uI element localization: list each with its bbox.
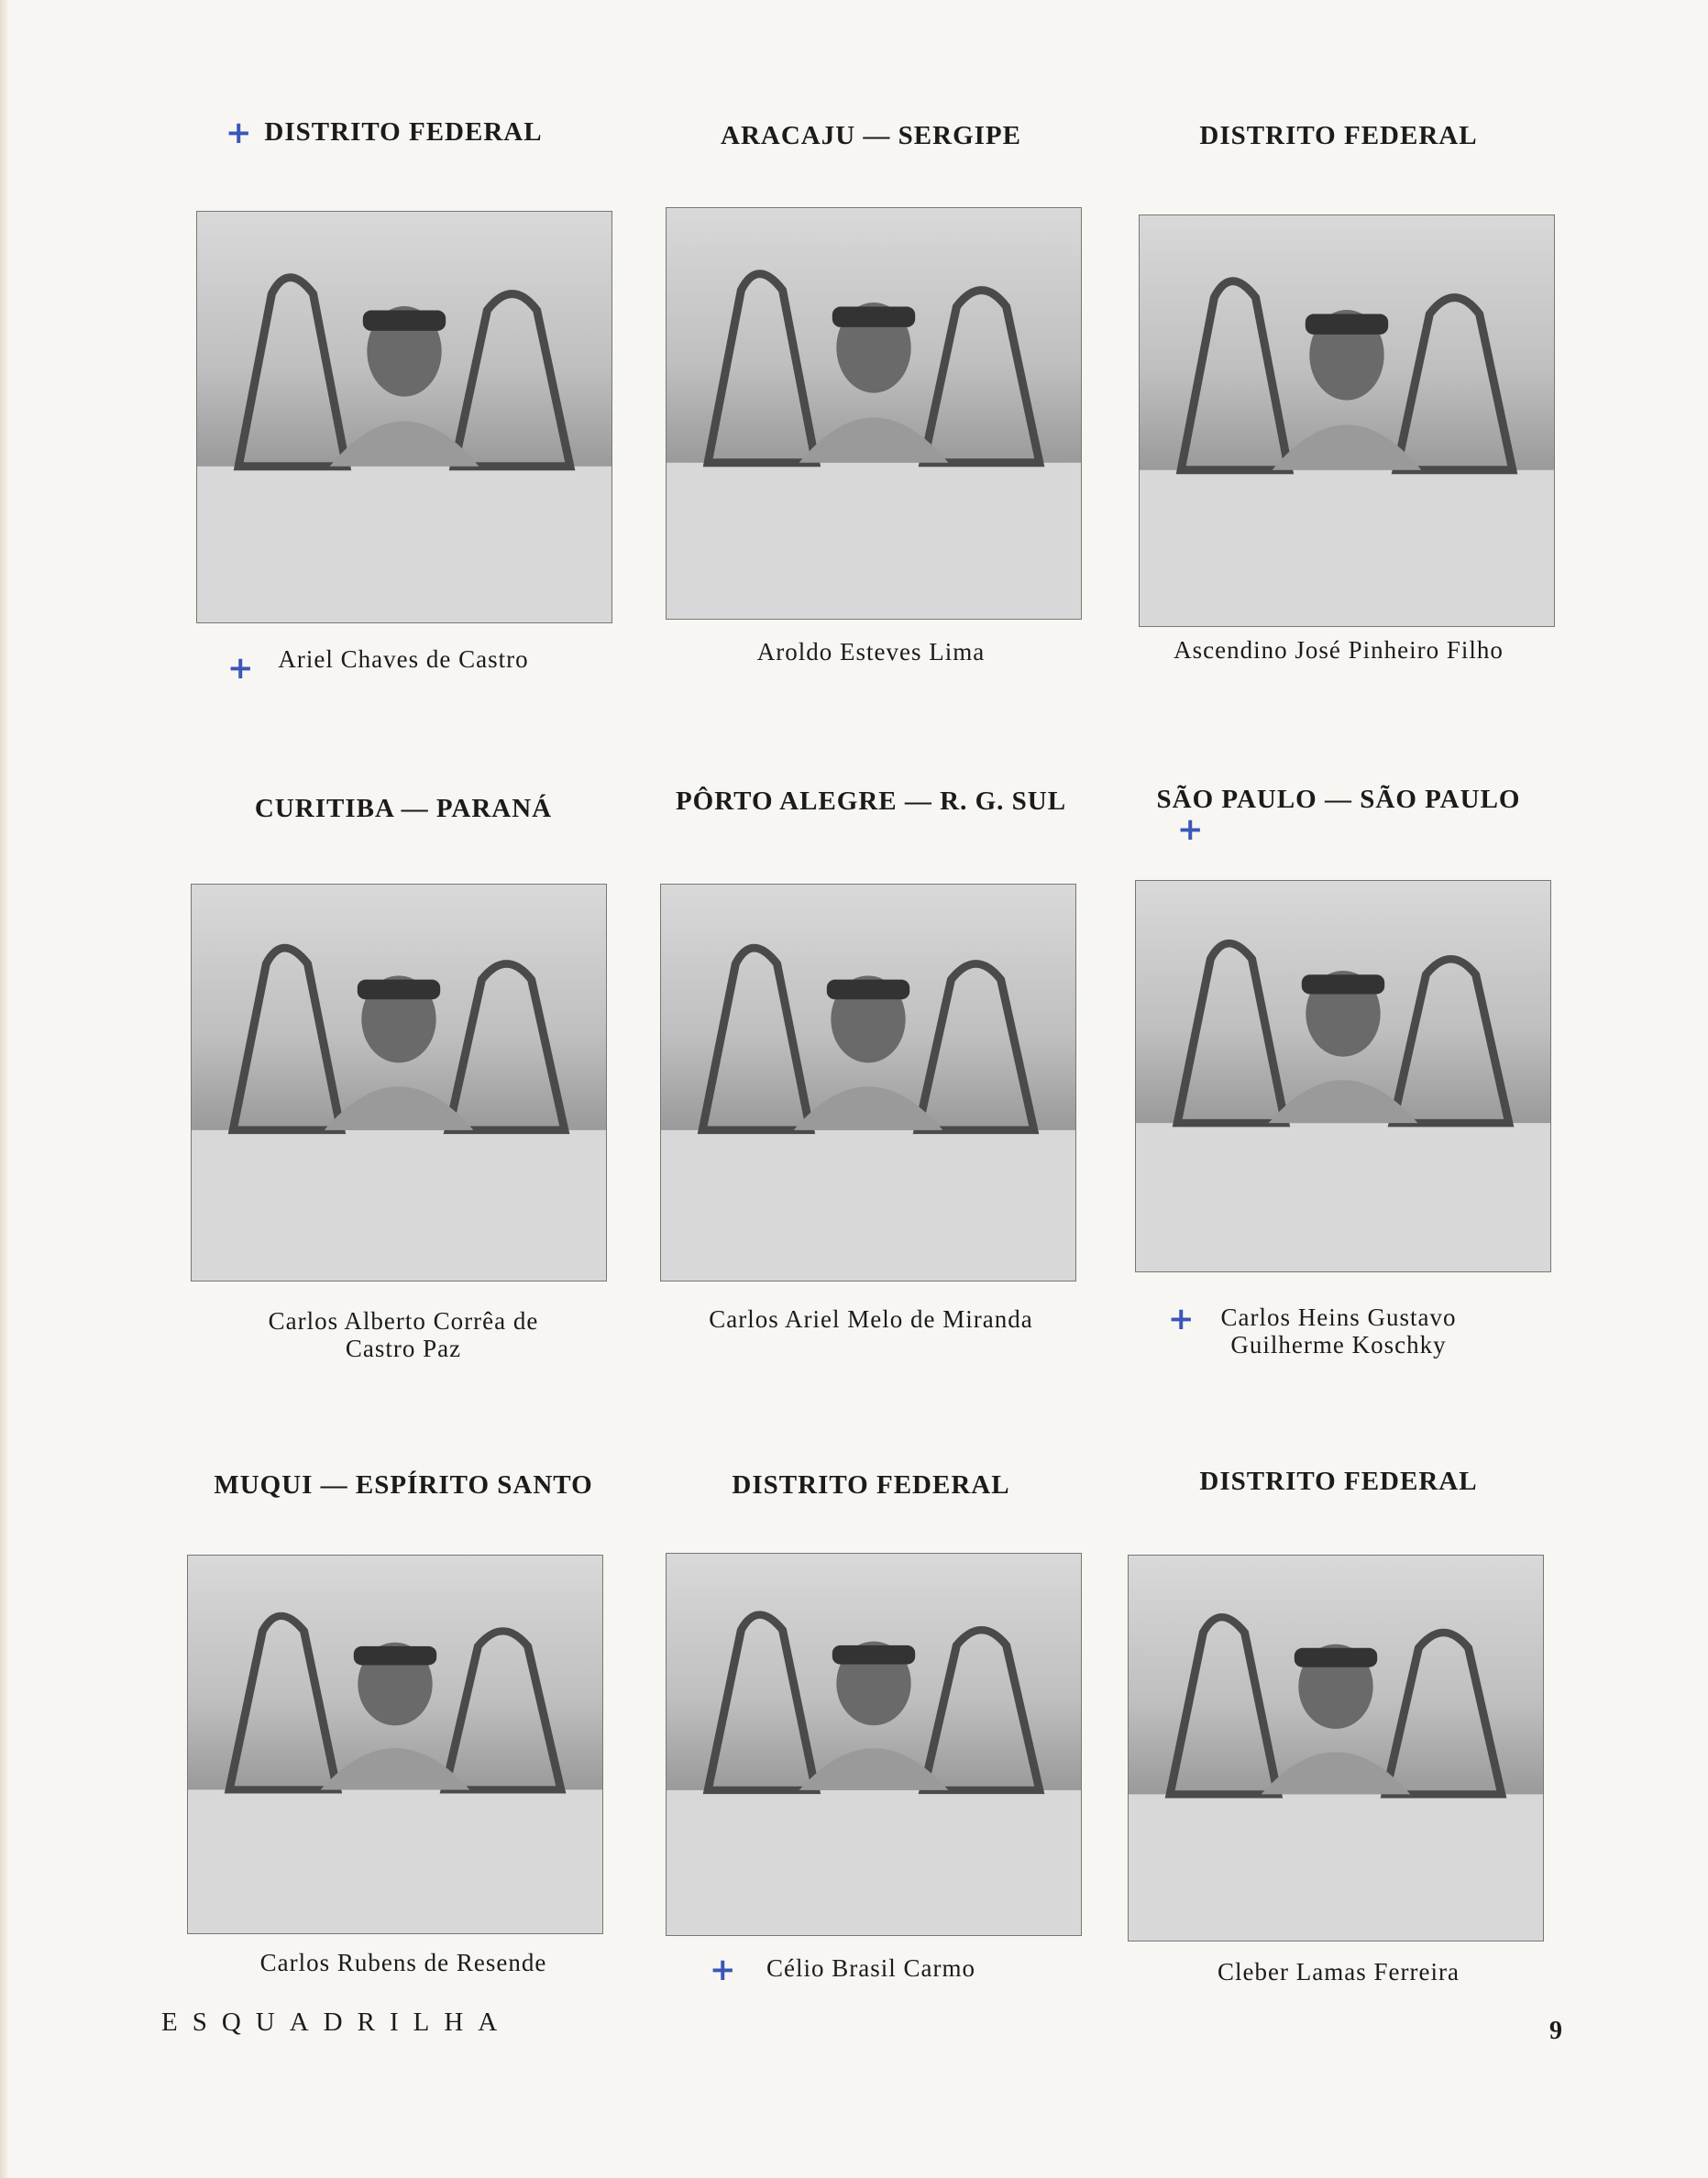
- photo-shape: [1306, 314, 1388, 335]
- entry-name: Cleber Lamas Ferreira: [1218, 1958, 1460, 1986]
- entry-1: [183, 110, 623, 697]
- entry-place: DISTRITO FEDERAL: [1199, 1467, 1478, 1496]
- photo-shape: [1302, 974, 1384, 994]
- entry-4: [183, 781, 623, 1377]
- photo-shape: [1136, 1123, 1550, 1271]
- photo-shape: [708, 274, 816, 463]
- photo-shape: [238, 278, 347, 467]
- entry-name: Carlos Ariel Melo de Miranda: [709, 1305, 1033, 1333]
- photo-shape: [1393, 959, 1509, 1123]
- photo-shape: [923, 1630, 1040, 1790]
- cockpit-illustration: [188, 1556, 602, 1933]
- photo-shape: [197, 467, 612, 622]
- entry-place: CURITIBA — PARANÁ: [254, 794, 553, 823]
- photo-shape: [325, 1086, 474, 1130]
- entry-name: Ascendino José Pinheiro Filho: [1174, 636, 1504, 664]
- entry-place: DISTRITO FEDERAL: [732, 1470, 1010, 1500]
- photo-shape: [794, 1086, 943, 1130]
- cockpit-illustration: [667, 208, 1081, 619]
- mark-cross: +: [1177, 811, 1204, 848]
- pilot-photo: [187, 1555, 603, 1934]
- cockpit-illustration: [192, 885, 606, 1281]
- pilot-photo: [666, 1553, 1082, 1936]
- entry-name: Carlos Alberto Corrêa de: [268, 1307, 539, 1335]
- photo-shape: [1269, 1080, 1418, 1123]
- photo-shape: [354, 1646, 436, 1666]
- entry-9: [1118, 1459, 1559, 1991]
- photo-shape: [1181, 281, 1289, 470]
- photo-shape: [445, 1631, 561, 1789]
- photo-shape: [799, 1748, 949, 1790]
- photo-shape: [330, 421, 479, 466]
- pilot-photo: [191, 884, 607, 1282]
- mark-cross: +: [226, 115, 252, 151]
- photo-shape: [1140, 470, 1554, 626]
- entry-name: Aroldo Esteves Lima: [756, 638, 986, 666]
- yearbook-title: ESQUADRILHA: [161, 2008, 512, 2037]
- mark-cross: +: [1168, 1301, 1195, 1337]
- photo-shape: [667, 463, 1081, 619]
- entry-2: [651, 110, 1091, 697]
- pilot-photo: [666, 207, 1082, 620]
- photo-shape: [918, 963, 1034, 1129]
- cockpit-illustration: [1140, 215, 1554, 626]
- entry-name-line-2: Guilherme Koschky: [1230, 1331, 1447, 1358]
- photo-shape: [321, 1748, 470, 1789]
- photo-shape: [448, 963, 565, 1129]
- entry-8: [651, 1459, 1091, 1991]
- entry-3: [1118, 110, 1559, 697]
- photo-shape: [1295, 1648, 1377, 1667]
- entry-7: [183, 1459, 623, 1991]
- mark-cross: +: [710, 1952, 736, 1988]
- pilot-photo: [660, 884, 1076, 1282]
- entry-place: PÔRTO ALEGRE — R. G. SUL: [675, 786, 1067, 816]
- pilot-photo: [1128, 1555, 1544, 1942]
- entry-name: Célio Brasil Carmo: [766, 1954, 975, 1982]
- photo-shape: [229, 1616, 337, 1790]
- photo-shape: [1262, 1752, 1411, 1794]
- photo-shape: [1396, 298, 1513, 470]
- page-edge: [0, 0, 9, 2178]
- photo-shape: [799, 417, 949, 462]
- cockpit-illustration: [1136, 881, 1550, 1271]
- photo-shape: [667, 1790, 1081, 1935]
- page-number: 9: [1549, 2017, 1562, 2045]
- cockpit-illustration: [197, 212, 612, 622]
- pilot-photo: [1135, 880, 1551, 1272]
- photo-shape: [358, 980, 440, 1000]
- cockpit-illustration: [661, 885, 1075, 1281]
- entry-place: MUQUI — ESPÍRITO SANTO: [214, 1470, 593, 1500]
- photo-shape: [192, 1130, 606, 1281]
- photo-shape: [832, 1645, 915, 1665]
- pilot-photo: [196, 211, 612, 623]
- cockpit-illustration: [1129, 1556, 1543, 1941]
- entry-name: Ariel Chaves de Castro: [278, 645, 529, 673]
- entry-place: ARACAJU — SERGIPE: [721, 121, 1021, 150]
- photo-shape: [188, 1789, 602, 1933]
- cockpit-illustration: [667, 1554, 1081, 1935]
- entry-place: SÃO PAULO — SÃO PAULO: [1156, 785, 1521, 814]
- photo-shape: [1273, 424, 1422, 469]
- entry-6: [1118, 781, 1559, 1377]
- mark-cross: +: [227, 650, 254, 687]
- photo-shape: [702, 948, 810, 1130]
- photo-shape: [1177, 943, 1285, 1123]
- entry-name-line-2: Castro Paz: [345, 1335, 462, 1362]
- photo-shape: [363, 311, 446, 331]
- entry-5: [651, 781, 1091, 1377]
- photo-shape: [832, 307, 915, 327]
- entry-name: Carlos Heins Gustavo: [1220, 1304, 1457, 1331]
- photo-shape: [923, 291, 1040, 463]
- photo-shape: [708, 1615, 816, 1790]
- photo-shape: [1129, 1794, 1543, 1941]
- entry-name: Carlos Rubens de Resende: [259, 1949, 547, 1976]
- entry-place: DISTRITO FEDERAL: [1199, 121, 1478, 150]
- photo-shape: [454, 294, 570, 467]
- photo-shape: [1385, 1633, 1502, 1794]
- photo-shape: [827, 980, 909, 1000]
- entry-place: DISTRITO FEDERAL: [264, 117, 543, 147]
- pilot-photo: [1139, 214, 1555, 627]
- photo-shape: [661, 1130, 1075, 1281]
- photo-shape: [1170, 1617, 1278, 1794]
- photo-shape: [233, 948, 341, 1130]
